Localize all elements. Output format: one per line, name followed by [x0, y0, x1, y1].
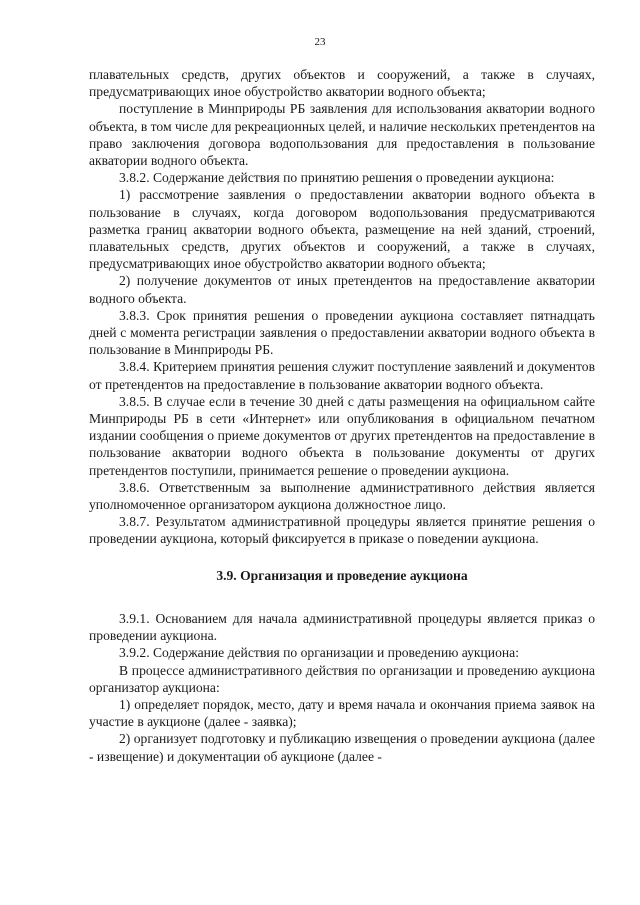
paragraph: 3.8.5. В случае если в течение 30 дней с даты размещения на официальном сайте Минприроды РБ в сети «Интернет» или опубликования в официальном печатном издании сообщения о приеме документов от других претендентов на предоставление в пользование акватории водного объекта в пользование документы от других претендентов поступили, принимается решение о проведении аукциона. [89, 393, 595, 478]
page-number: 23 [314, 36, 326, 48]
paragraph: 3.9.2. Содержание действия по организации и проведению аукциона: [119, 645, 519, 661]
paragraph: 1) рассмотрение заявления о предоставлении акватории водного объекта в пользование в случаях, когда договором водопользования предусматриваются разметка границ акватории водного объекта, размещение на ней зданий, строений, плавательных средств, других объектов и сооружений, а также в случаях, предусматривающих иное обустройство акватории водного объекта; [89, 187, 595, 272]
paragraph: 3.8.4. Критерием принятия решения служит поступление заявлений и документов от претендентов на предоставление в пользование акватории водного объекта. [89, 359, 595, 392]
paragraph: 2) организует подготовку и публикацию извещения о проведении аукциона (далее - извещение) и документации об аукционе (далее - [89, 731, 595, 764]
paragraph: 3.8.3. Срок принятия решения о проведении аукциона составляет пятнадцать дней с момента регистрации заявления о предоставлении акватории водного объекта в пользование в Минприроды РБ. [89, 307, 595, 358]
paragraph: 2) получение документов от иных претендентов на предоставление акватории водного объекта. [89, 273, 595, 306]
paragraph: 3.8.6. Ответственным за выполнение административного действия является уполномоченное организатором аукциона должностное лицо. [89, 479, 595, 513]
document-body [89, 66, 595, 765]
section-heading: 3.9. Организация и проведение аукциона [216, 567, 468, 583]
paragraph: 3.9.1. Основанием для начала административной процедуры является приказ о проведении аукциона. [89, 610, 595, 644]
paragraph: 1) определяет порядок, место, дату и время начала и окончания приема заявок на участие в аукционе (далее - заявка); [89, 696, 595, 730]
paragraph: поступление в Минприроды РБ заявления для использования акватории водного объекта, в том числе для рекреационных целей, и наличие нескольких претендентов на право заключения договора водопользования для предоставления в пользование акватории водного объекта. [89, 101, 595, 169]
paragraph: 3.8.2. Содержание действия по принятию решения о проведении аукциона: [119, 170, 555, 186]
paragraph: 3.8.7. Результатом административной процедуры является принятие решения о проведении аукциона, который фиксируется в приказе о поведении аукциона. [89, 514, 595, 547]
paragraph: В процессе административного действия по организации и проведению аукциона организатор аукциона: [89, 662, 595, 695]
paragraph: плавательных средств, других объектов и сооружений, а также в случаях, предусматривающих иное обустройство акватории водного объекта; [89, 67, 595, 100]
